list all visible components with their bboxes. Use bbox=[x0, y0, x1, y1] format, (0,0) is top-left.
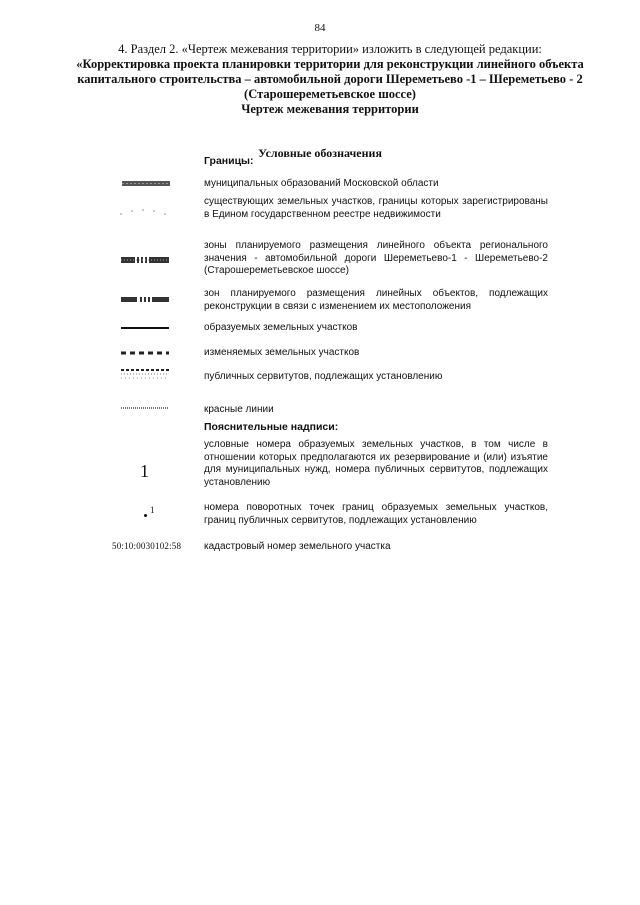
cadastral-number-symbol: 50:10:0030102:58 bbox=[112, 541, 182, 551]
modified-parcel-symbol bbox=[121, 350, 171, 356]
municipal-boundary-symbol bbox=[122, 180, 172, 188]
legend-row-servitudes: публичных сервитутов, подлежащих установлению bbox=[204, 371, 443, 382]
notes-heading: Пояснительные надписи: bbox=[204, 421, 339, 433]
note-parcel-numbers: условные номера образуемых земельных участков, в том числе в отношении которых предполагаются их резервирование и (или) изъятие для муниципальных нужд, номера публичных сервитутов, подлежащих установлению bbox=[204, 439, 548, 488]
page-number: 84 bbox=[314, 22, 326, 34]
intro-title-line-4: Чертеж межевания территории bbox=[241, 102, 419, 116]
reconstruction-zone-symbol bbox=[121, 296, 171, 304]
servitude-symbol bbox=[121, 368, 171, 382]
red-line-symbol bbox=[121, 405, 171, 411]
turning-point-number-symbol: 1 bbox=[150, 505, 155, 515]
intro-title-line-1: «Корректировка проекта планировки территории для реконструкции линейного объекта bbox=[76, 57, 584, 71]
boundaries-heading: Границы: bbox=[204, 155, 254, 167]
intro-instruction: 4. Раздел 2. «Чертеж межевания территории» изложить в следующей редакции: bbox=[118, 42, 542, 56]
formed-parcel-symbol bbox=[121, 325, 171, 331]
legend-row-red-lines: красные линии bbox=[204, 404, 274, 415]
legend-row-municipal: муниципальных образований Московской области bbox=[204, 178, 439, 189]
legend-row-regional-zone: зоны планируемого размещения линейного объекта регионального значения - автомобильной дороги Шереметьево-1 - Шереметьево-2 (Старошереметьевское шоссе) bbox=[204, 240, 548, 276]
legend-row-existing-parcels: существующих земельных участков, границы которых зарегистрированы в Едином государственном реестре недвижимости bbox=[204, 196, 548, 220]
note-turning-points: номера поворотных точек границ образуемых земельных участков, границ публичных сервитутов, подлежащих установлению bbox=[204, 502, 548, 526]
legend-title: Условные обозначения bbox=[258, 146, 382, 160]
legend-row-reconstruction-zone: зон планируемого размещения линейных объектов, подлежащих реконструкции в связи с изменением их местоположения bbox=[204, 288, 548, 312]
legend-row-modified-parcels: изменяемых земельных участков bbox=[204, 347, 360, 358]
regional-zone-symbol bbox=[121, 256, 171, 264]
parcel-number-symbol: 1 bbox=[140, 461, 149, 481]
note-cadastral-number: кадастровый номер земельного участка bbox=[204, 541, 391, 552]
legend-row-formed-parcels: образуемых земельных участков bbox=[204, 322, 358, 333]
intro-title-line-3: (Старошереметьевское шоссе) bbox=[244, 87, 416, 101]
turning-point-dot-icon bbox=[144, 514, 147, 517]
intro-title-line-2: капитального строительства – автомобильной дороги Шереметьево -1 – Шереметьево - 2 bbox=[77, 72, 583, 86]
intro-block bbox=[60, 42, 600, 117]
existing-parcel-symbol bbox=[118, 204, 172, 218]
